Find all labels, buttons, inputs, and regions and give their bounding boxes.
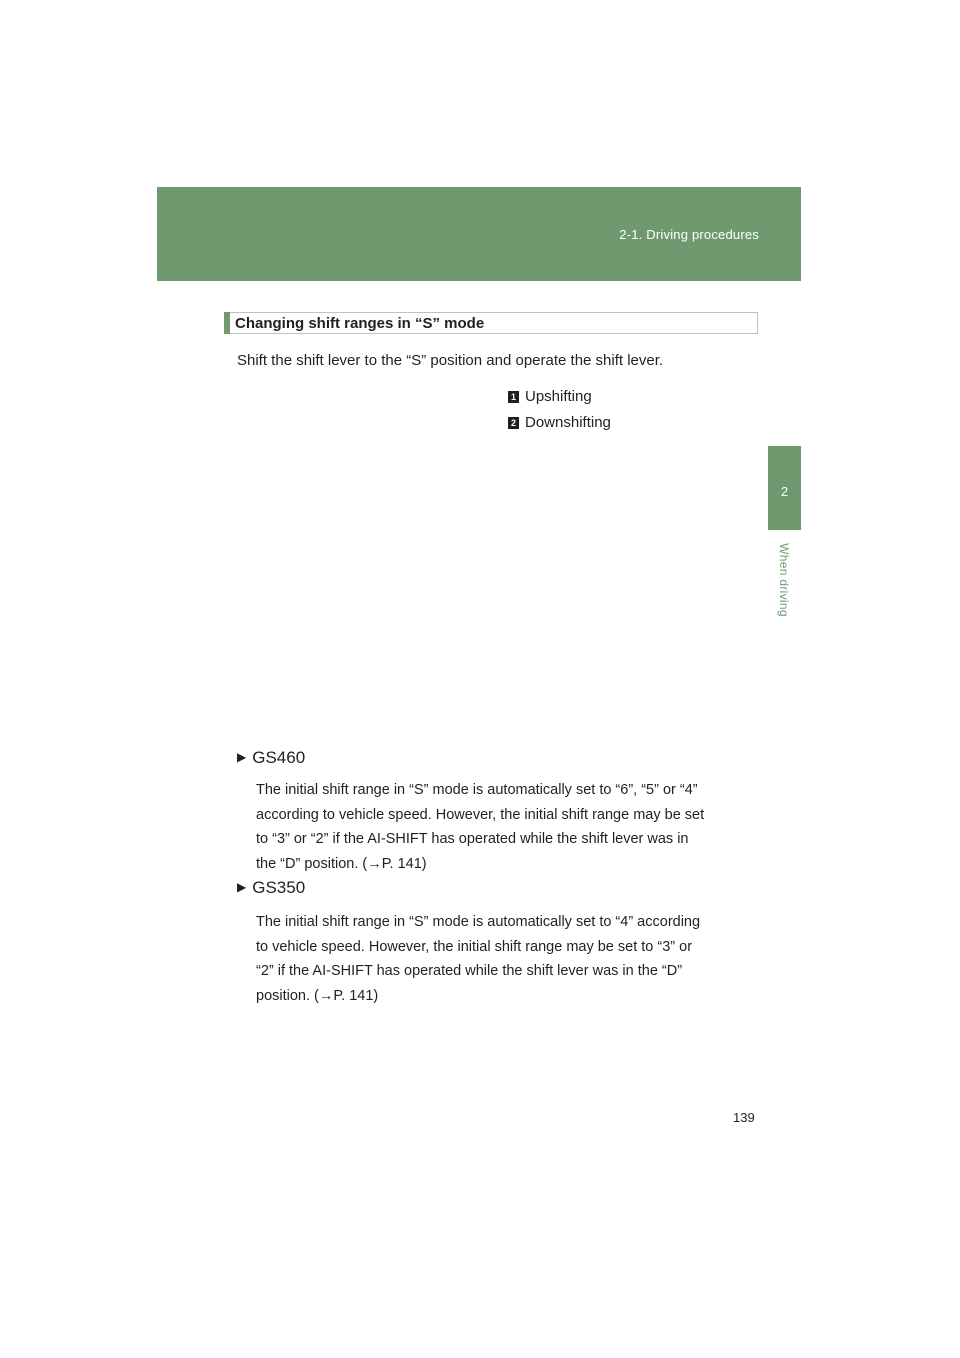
section-title-text: GS350 <box>252 878 306 897</box>
text-line: to “3” or “2” if the AI-SHIFT has operated while the shift lever was in <box>256 831 689 847</box>
shift-lever-illustration-area <box>232 448 752 728</box>
heading-text: Changing shift ranges in “S” mode <box>235 315 485 332</box>
header-band <box>157 187 801 281</box>
section-title-text: GS460 <box>252 748 306 767</box>
section-title-gs460 <box>237 748 305 768</box>
legend-label: Downshifting <box>525 414 611 431</box>
chapter-label: When driving <box>777 543 791 617</box>
section-body-gs350 <box>256 910 754 1008</box>
bullet-triangle-icon: ▶ <box>237 750 247 764</box>
section-title-gs350 <box>237 878 305 898</box>
callout-number-2: 2 <box>508 417 519 429</box>
text-line: the “D” position. (→P. 141) <box>256 855 427 872</box>
page-number: 139 <box>733 1110 755 1125</box>
text-line: The initial shift range in “S” mode is automatically set to “6”, “5” or “4” <box>256 782 698 798</box>
section-body-gs460 <box>256 778 754 876</box>
intro-text: Shift the shift lever to the “S” position and operate the shift lever. <box>237 352 664 369</box>
text-line: “2” if the AI-SHIFT has operated while the shift lever was in the “D” <box>256 963 683 979</box>
text-line: according to vehicle speed. However, the initial shift range may be set <box>256 806 705 823</box>
legend-label: Upshifting <box>525 388 592 405</box>
legend-item-upshifting <box>508 388 592 405</box>
section-title: 2-1. Driving procedures <box>619 227 759 242</box>
chapter-number: 2 <box>780 484 789 499</box>
legend-item-downshifting <box>508 414 611 431</box>
text-line: The initial shift range in “S” mode is automatically set to “4” according <box>256 914 701 930</box>
text-line: position. (→P. 141) <box>256 987 379 1004</box>
bullet-triangle-icon: ▶ <box>237 880 247 894</box>
text-line: to vehicle speed. However, the initial shift range may be set to “3” or <box>256 938 693 955</box>
callout-number-1: 1 <box>508 391 519 403</box>
heading-accent-bar <box>224 312 230 334</box>
section-heading <box>224 312 758 334</box>
chapter-tab <box>768 446 801 530</box>
